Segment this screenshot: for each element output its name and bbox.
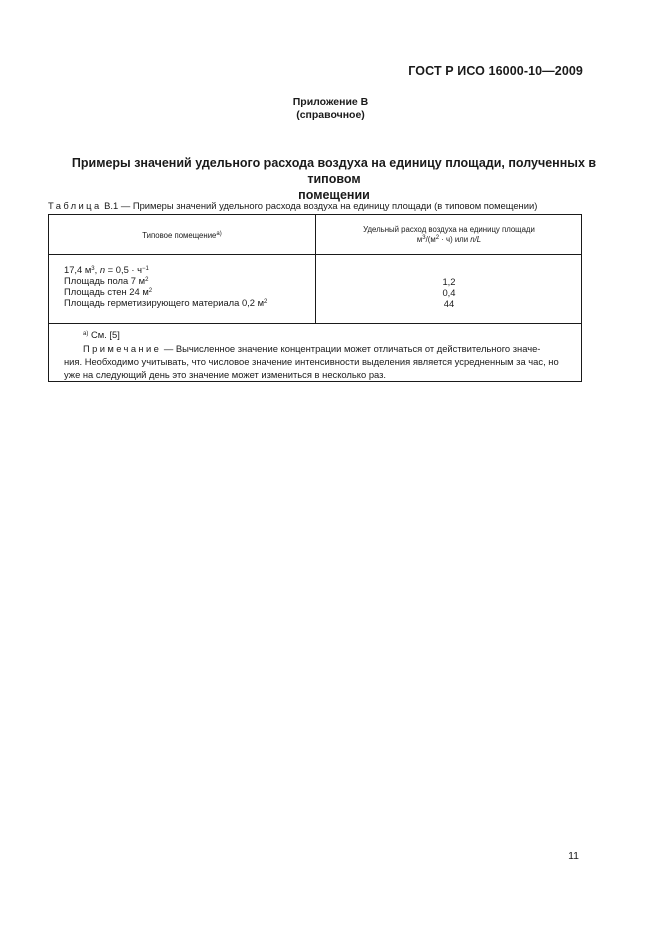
row-text: , xyxy=(94,264,100,275)
note-line-3: уже на следующий день это значение может измениться в несколько раз. xyxy=(64,369,387,380)
footer-divider xyxy=(49,323,581,324)
footnote-text: См. [5] xyxy=(90,329,120,340)
row-exponent: 2 xyxy=(148,288,153,294)
table-row-value: 44 xyxy=(443,298,455,309)
standard-header: ГОСТ Р ИСО 16000-10—2009 xyxy=(408,64,583,78)
page-number: 11 xyxy=(568,850,579,862)
row-exponent: 3 xyxy=(91,266,95,272)
row-text: = 0,5 · ч xyxy=(105,264,143,275)
unit-part: /(м xyxy=(425,235,436,244)
column-header-room-text: Типовое помещение xyxy=(142,231,217,240)
unit-exponent: 2 xyxy=(435,235,440,241)
row-text: Площадь герметизирующего материала 0,2 м xyxy=(64,297,265,308)
page-title-line-2: помещении xyxy=(298,188,370,202)
unit-exponent: 3 xyxy=(422,235,426,241)
column-divider xyxy=(315,215,316,323)
page-title-line-1: Примеры значений удельного расхода воздуха на единицу площади, полученных в типовом xyxy=(71,156,597,186)
column-header-rate xyxy=(317,225,581,245)
annex-title: Приложение В xyxy=(292,96,369,108)
table-row-label xyxy=(64,264,149,275)
annex-subtitle: (справочное) xyxy=(296,109,365,121)
column-header-rate-line-1: Удельный расход воздуха на единицу площади xyxy=(363,225,535,234)
column-header-room xyxy=(49,231,315,241)
row-exponent: 2 xyxy=(145,277,149,283)
row-text: Площадь стен 24 м xyxy=(64,286,149,297)
table-caption xyxy=(48,200,537,211)
note-line-2: ния. Необходимо учитывать, что числовое значение интенсивности выделения является усредненным за час, но xyxy=(64,356,559,367)
table-row-label xyxy=(64,297,267,308)
data-table xyxy=(48,214,582,382)
row-text: n xyxy=(99,264,106,275)
table-note xyxy=(64,342,579,381)
row-text: 17,4 м xyxy=(64,264,92,275)
table-caption-text: В.1 — Примеры значений удельного расхода воздуха на единицу площади (в типовом помещении) xyxy=(104,200,538,211)
header-divider xyxy=(49,254,581,255)
note-label: Примечание xyxy=(83,343,162,354)
note-line-1 xyxy=(64,342,579,355)
row-text: Площадь пола 7 м xyxy=(64,275,146,286)
table-row-label xyxy=(64,275,148,286)
unit-part: · ч) или xyxy=(439,235,469,244)
row-exponent: −1 xyxy=(142,266,149,272)
table-row-value: 0,4 xyxy=(442,287,456,298)
column-header-rate-line-2 xyxy=(317,235,581,245)
unit-part: n/L xyxy=(470,235,482,244)
column-header-room-footnote-mark: а) xyxy=(216,231,222,237)
footnote-marker: а) xyxy=(83,331,89,337)
table-caption-label: Таблица xyxy=(48,200,102,211)
row-exponent: 2 xyxy=(264,299,268,305)
table-row-value: 1,2 xyxy=(442,276,456,287)
table-footnote xyxy=(83,328,120,341)
table-row-label xyxy=(64,286,152,297)
unit-part: м xyxy=(416,235,423,244)
page-title xyxy=(50,155,618,203)
note-text: — Вычисленное значение концентрации может отличаться от действительного значе- xyxy=(161,343,541,354)
